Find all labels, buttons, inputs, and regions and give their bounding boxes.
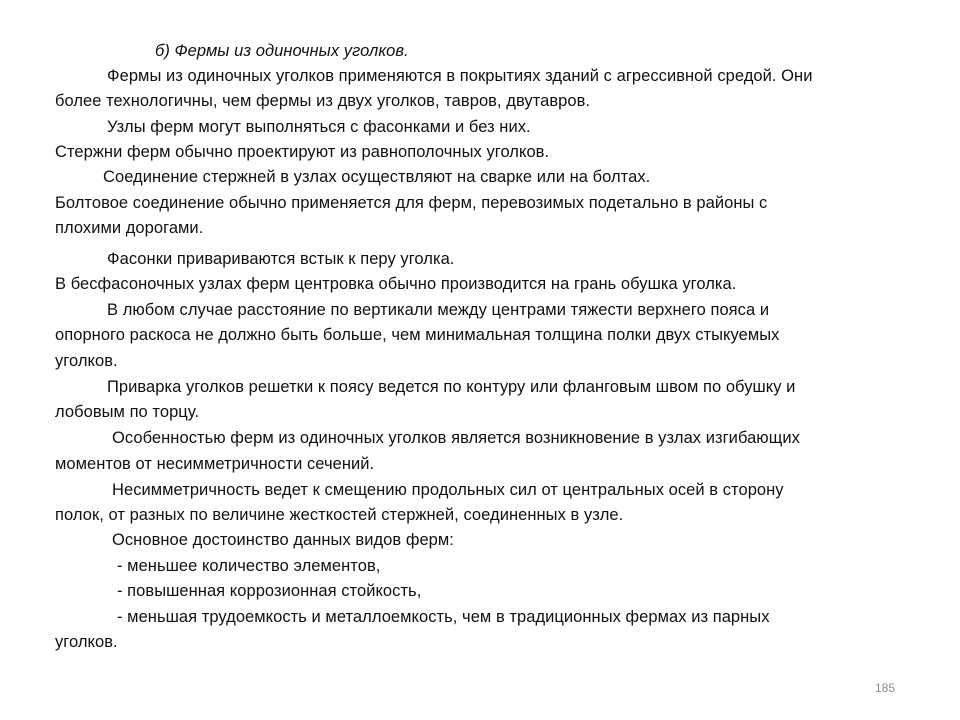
text-line: более технологичны, чем фермы из двух уголков, тавров, двутавров.: [55, 92, 591, 110]
text-line: полок, от разных по величине жесткостей стержней, соединенных в узле.: [55, 506, 624, 524]
text-line: Приварка уголков решетки к поясу ведется по контуру или фланговым швом по обушку и: [107, 378, 796, 396]
text-line: Стержни ферм обычно проектируют из равнополочных уголков.: [55, 143, 550, 161]
page-number: 185: [875, 681, 896, 695]
text-line: опорного раскоса не должно быть больше, чем минимальная толщина полки двух стыкуемых: [55, 326, 780, 344]
text-line: лобовым по торцу.: [55, 403, 200, 421]
list-item: - повышенная коррозионная стойкость,: [117, 582, 422, 600]
section-heading: б) Фермы из одиночных уголков.: [155, 42, 409, 60]
text-line: плохими дорогами.: [55, 219, 204, 237]
text-line: Соединение стержней в узлах осуществляют на сварке или на болтах.: [103, 168, 651, 186]
text-line: Болтовое соединение обычно применяется для ферм, перевозимых подетально в районы с: [55, 194, 768, 212]
text-line: В бесфасоночных узлах ферм центровка обычно производится на грань обушка уголка.: [55, 275, 737, 293]
text-line: Особенностью ферм из одиночных уголков является возникновение в узлах изгибающих: [112, 429, 800, 447]
list-item: - меньшее количество элементов,: [117, 557, 381, 575]
text-line: Фермы из одиночных уголков применяются в покрытиях зданий с агрессивной средой. Они: [107, 67, 813, 85]
list-item: - меньшая трудоемкость и металлоемкость, чем в традиционных фермах из парных: [117, 608, 770, 626]
text-line: Фасонки привариваются встык к перу уголка.: [107, 250, 455, 268]
text-line: В любом случае расстояние по вертикали между центрами тяжести верхнего пояса и: [107, 301, 770, 319]
text-line: Основное достоинство данных видов ферм:: [112, 531, 454, 549]
text-line: Узлы ферм могут выполняться с фасонками и без них.: [107, 118, 531, 136]
text-line: уголков.: [55, 633, 118, 651]
text-line: уголков.: [55, 352, 118, 370]
text-line: Несимметричность ведет к смещению продольных сил от центральных осей в сторону: [112, 481, 784, 499]
text-line: моментов от несимметричности сечений.: [55, 455, 375, 473]
